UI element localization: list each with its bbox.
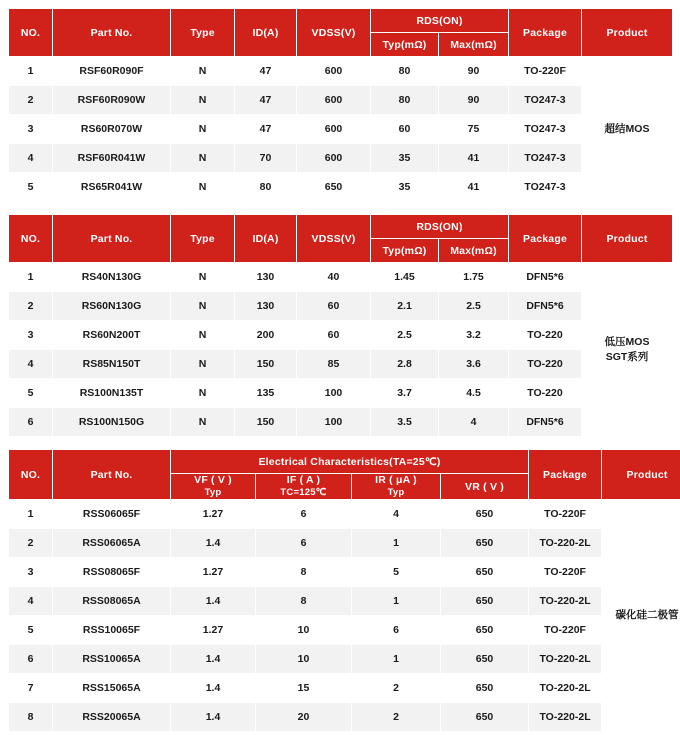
cell-part-no: RSS08065F: [53, 558, 171, 587]
header-vf: [171, 474, 256, 500]
cell-no: 2: [9, 529, 53, 558]
cell-no: 4: [9, 587, 53, 616]
cell-package: DFN5*6: [509, 292, 582, 321]
cell-vr: 650: [441, 500, 529, 529]
cell-ir: 2: [352, 674, 441, 703]
cell-id: 150: [235, 350, 297, 379]
cell-package: TO-220F: [529, 616, 602, 645]
cell-part-no: RS100N135T: [53, 379, 171, 408]
header-vf-line1: VF ( V ): [194, 474, 232, 486]
header-rds-max: Max(mΩ): [439, 239, 509, 263]
cell-rds-max: 41: [439, 173, 509, 202]
cell-vr: 650: [441, 703, 529, 732]
cell-vr: 650: [441, 645, 529, 674]
cell-part-no: RSF60R090F: [53, 57, 171, 86]
header-ir: [352, 474, 441, 500]
cell-vdss: 600: [297, 86, 371, 115]
cell-id: 47: [235, 57, 297, 86]
table-row: [9, 263, 673, 292]
cell-vdss: 100: [297, 408, 371, 437]
cell-vf: 1.4: [171, 587, 256, 616]
cell-package: TO247-3: [509, 115, 582, 144]
cell-ir: 1: [352, 645, 441, 674]
cell-if: 20: [256, 703, 352, 732]
cell-part-no: RS60N130G: [53, 292, 171, 321]
cell-id: 200: [235, 321, 297, 350]
cell-package: TO-220: [509, 379, 582, 408]
cell-part-no: RS40N130G: [53, 263, 171, 292]
table-header-row: [9, 9, 673, 33]
cell-no: 4: [9, 144, 53, 173]
header-rds-typ: Typ(mΩ): [371, 33, 439, 57]
table-row: [9, 587, 680, 616]
cell-id: 70: [235, 144, 297, 173]
cell-no: 7: [9, 674, 53, 703]
cell-vdss: 60: [297, 321, 371, 350]
cell-rds-max: 90: [439, 57, 509, 86]
cell-ir: 6: [352, 616, 441, 645]
cell-package: TO-220-2L: [529, 703, 602, 732]
cell-rds-typ: 3.5: [371, 408, 439, 437]
table-row: [9, 321, 673, 350]
header-id: ID(A): [235, 9, 297, 57]
cell-rds-typ: 3.7: [371, 379, 439, 408]
cell-vr: 650: [441, 674, 529, 703]
header-rds-typ: Typ(mΩ): [371, 239, 439, 263]
cell-package: TO247-3: [509, 144, 582, 173]
cell-package: TO-220F: [529, 558, 602, 587]
cell-vr: 650: [441, 587, 529, 616]
table-row: [9, 173, 673, 202]
cell-vdss: 85: [297, 350, 371, 379]
cell-if: 8: [256, 587, 352, 616]
header-rds-max: Max(mΩ): [439, 33, 509, 57]
cell-rds-max: 1.75: [439, 263, 509, 292]
cell-rds-max: 3.2: [439, 321, 509, 350]
cell-product: 超结MOS: [582, 57, 673, 202]
cell-product: [582, 263, 673, 437]
cell-part-no: RS85N150T: [53, 350, 171, 379]
cell-vdss: 60: [297, 292, 371, 321]
cell-package: TO247-3: [509, 86, 582, 115]
cell-vdss: 600: [297, 57, 371, 86]
cell-vdss: 40: [297, 263, 371, 292]
cell-no: 5: [9, 616, 53, 645]
cell-no: 8: [9, 703, 53, 732]
header-package: Package: [509, 215, 582, 263]
cell-type: N: [171, 86, 235, 115]
cell-vr: 650: [441, 529, 529, 558]
header-rds-on: RDS(ON): [371, 9, 509, 33]
cell-type: N: [171, 321, 235, 350]
table-row: [9, 86, 673, 115]
header-package: Package: [509, 9, 582, 57]
cell-rds-typ: 2.5: [371, 321, 439, 350]
header-ir-line1: IR ( μA ): [375, 474, 417, 486]
product-label-line2: SGT系列: [605, 350, 649, 363]
cell-vdss: 600: [297, 144, 371, 173]
header-if-line2: TC=125℃: [280, 487, 327, 499]
cell-rds-typ: 80: [371, 57, 439, 86]
cell-part-no: RSS10065F: [53, 616, 171, 645]
cell-type: N: [171, 379, 235, 408]
cell-type: N: [171, 292, 235, 321]
cell-type: N: [171, 57, 235, 86]
cell-rds-max: 2.5: [439, 292, 509, 321]
header-part-no: Part No.: [53, 215, 171, 263]
cell-id: 130: [235, 292, 297, 321]
cell-rds-max: 41: [439, 144, 509, 173]
header-part-no: Part No.: [53, 9, 171, 57]
header-type: Type: [171, 9, 235, 57]
cell-type: N: [171, 263, 235, 292]
cell-no: 4: [9, 350, 53, 379]
cell-no: 5: [9, 379, 53, 408]
header-package: Package: [529, 450, 602, 500]
cell-rds-typ: 80: [371, 86, 439, 115]
cell-if: 15: [256, 674, 352, 703]
cell-if: 8: [256, 558, 352, 587]
cell-vf: 1.27: [171, 616, 256, 645]
header-ir-line2: Typ: [387, 487, 405, 499]
cell-rds-max: 75: [439, 115, 509, 144]
table-row: [9, 500, 680, 529]
header-no: NO.: [9, 450, 53, 500]
cell-type: N: [171, 350, 235, 379]
cell-no: 2: [9, 292, 53, 321]
cell-part-no: RSF60R090W: [53, 86, 171, 115]
low-voltage-mos-table: [8, 214, 673, 437]
cell-rds-typ: 2.1: [371, 292, 439, 321]
table-row: [9, 408, 673, 437]
cell-vdss: 600: [297, 115, 371, 144]
cell-no: 3: [9, 321, 53, 350]
header-vr: VR ( V ): [441, 474, 529, 500]
cell-package: TO-220F: [509, 57, 582, 86]
table-row: [9, 350, 673, 379]
cell-rds-max: 4.5: [439, 379, 509, 408]
cell-if: 6: [256, 500, 352, 529]
header-product: Product: [582, 9, 673, 57]
table-row: [9, 558, 680, 587]
cell-package: TO-220: [509, 321, 582, 350]
cell-rds-typ: 35: [371, 173, 439, 202]
header-no: NO.: [9, 9, 53, 57]
cell-package: TO247-3: [509, 173, 582, 202]
cell-part-no: RS60R070W: [53, 115, 171, 144]
cell-rds-typ: 60: [371, 115, 439, 144]
cell-rds-typ: 2.8: [371, 350, 439, 379]
cell-ir: 4: [352, 500, 441, 529]
cell-type: N: [171, 173, 235, 202]
cell-vr: 650: [441, 558, 529, 587]
cell-product: 碳化硅二极管: [602, 500, 680, 732]
cell-package: TO-220F: [529, 500, 602, 529]
cell-part-no: RSS08065A: [53, 587, 171, 616]
cell-package: TO-220: [509, 350, 582, 379]
cell-type: N: [171, 408, 235, 437]
table-row: [9, 292, 673, 321]
table-row: [9, 703, 680, 732]
cell-part-no: RSS20065A: [53, 703, 171, 732]
cell-no: 1: [9, 263, 53, 292]
cell-ir: 2: [352, 703, 441, 732]
cell-package: TO-220-2L: [529, 587, 602, 616]
cell-type: N: [171, 115, 235, 144]
header-vdss: VDSS(V): [297, 215, 371, 263]
cell-vdss: 650: [297, 173, 371, 202]
header-vdss: VDSS(V): [297, 9, 371, 57]
cell-part-no: RS60N200T: [53, 321, 171, 350]
cell-if: 6: [256, 529, 352, 558]
table-row: [9, 674, 680, 703]
cell-ir: 1: [352, 529, 441, 558]
cell-part-no: RSF60R041W: [53, 144, 171, 173]
header-electrical-characteristics: Electrical Characteristics(TA=25℃): [171, 450, 529, 474]
cell-part-no: RS65R041W: [53, 173, 171, 202]
cell-vf: 1.27: [171, 558, 256, 587]
cell-ir: 1: [352, 587, 441, 616]
cell-vf: 1.4: [171, 674, 256, 703]
cell-vr: 650: [441, 616, 529, 645]
cell-no: 1: [9, 500, 53, 529]
cell-vf: 1.4: [171, 645, 256, 674]
cell-vf: 1.4: [171, 703, 256, 732]
cell-package: TO-220-2L: [529, 529, 602, 558]
header-id: ID(A): [235, 215, 297, 263]
superjunction-mos-table: [8, 8, 673, 202]
table-header-row: [9, 450, 680, 474]
cell-vf: 1.27: [171, 500, 256, 529]
header-product: Product: [582, 215, 673, 263]
cell-part-no: RSS15065A: [53, 674, 171, 703]
cell-part-no: RSS06065A: [53, 529, 171, 558]
header-type: Type: [171, 215, 235, 263]
table-row: [9, 645, 680, 674]
cell-vf: 1.4: [171, 529, 256, 558]
cell-part-no: RSS06065F: [53, 500, 171, 529]
cell-no: 6: [9, 645, 53, 674]
cell-id: 47: [235, 115, 297, 144]
sic-diode-table: [8, 449, 680, 732]
cell-id: 150: [235, 408, 297, 437]
cell-package: TO-220-2L: [529, 645, 602, 674]
cell-type: N: [171, 144, 235, 173]
header-product: Product: [602, 450, 680, 500]
cell-no: 1: [9, 57, 53, 86]
header-part-no: Part No.: [53, 450, 171, 500]
header-if-line1: IF ( A ): [286, 474, 321, 486]
header-if: [256, 474, 352, 500]
product-label-line1: 低压MOS: [604, 336, 650, 349]
cell-no: 3: [9, 115, 53, 144]
cell-package: TO-220-2L: [529, 674, 602, 703]
cell-rds-typ: 35: [371, 144, 439, 173]
table-row: [9, 616, 680, 645]
table-row: [9, 57, 673, 86]
cell-id: 135: [235, 379, 297, 408]
cell-id: 130: [235, 263, 297, 292]
cell-no: 2: [9, 86, 53, 115]
table-row: [9, 144, 673, 173]
cell-rds-max: 3.6: [439, 350, 509, 379]
cell-rds-max: 90: [439, 86, 509, 115]
cell-id: 47: [235, 86, 297, 115]
table-header-row: [9, 215, 673, 239]
table-row: [9, 379, 673, 408]
cell-no: 3: [9, 558, 53, 587]
cell-rds-typ: 1.45: [371, 263, 439, 292]
table-row: [9, 115, 673, 144]
cell-no: 5: [9, 173, 53, 202]
header-vf-line2: Typ: [204, 487, 222, 499]
cell-package: DFN5*6: [509, 408, 582, 437]
cell-part-no: RSS10065A: [53, 645, 171, 674]
cell-ir: 5: [352, 558, 441, 587]
cell-part-no: RS100N150G: [53, 408, 171, 437]
header-rds-on: RDS(ON): [371, 215, 509, 239]
cell-if: 10: [256, 645, 352, 674]
table-row: [9, 529, 680, 558]
header-no: NO.: [9, 215, 53, 263]
cell-package: DFN5*6: [509, 263, 582, 292]
cell-vdss: 100: [297, 379, 371, 408]
cell-rds-max: 4: [439, 408, 509, 437]
cell-if: 10: [256, 616, 352, 645]
cell-no: 6: [9, 408, 53, 437]
cell-id: 80: [235, 173, 297, 202]
